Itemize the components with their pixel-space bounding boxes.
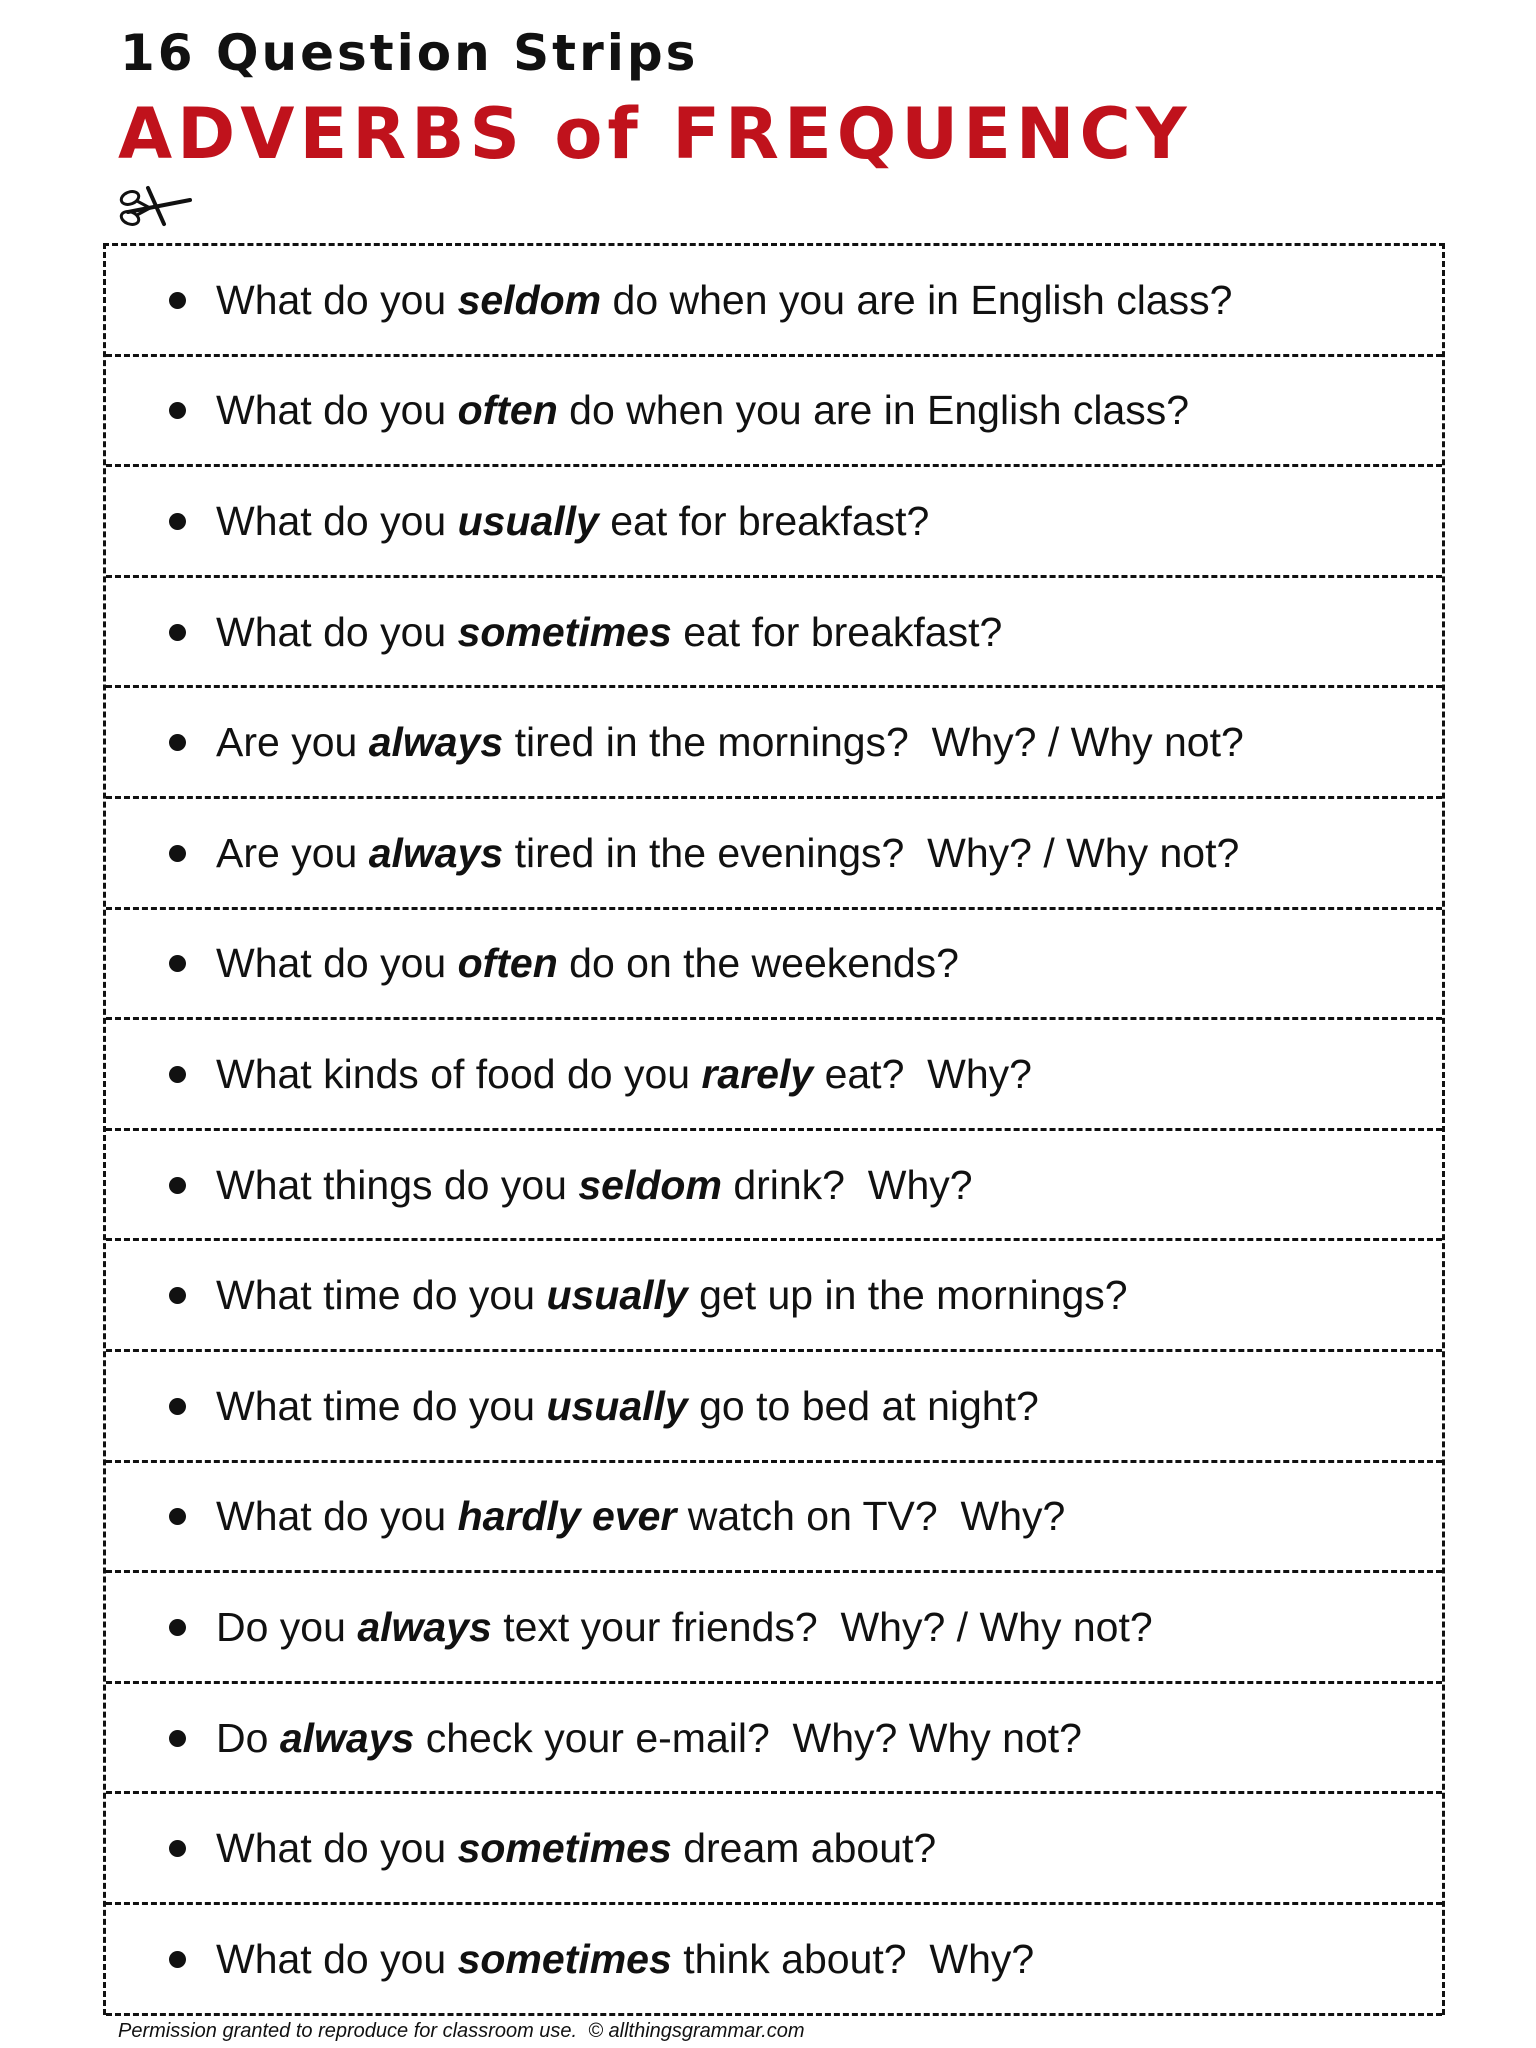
question-strip [106, 910, 1442, 1021]
question-lead: What time do you [216, 1382, 547, 1429]
bullet-icon [169, 292, 186, 309]
bullet-icon [169, 1066, 186, 1083]
question-strip [106, 688, 1442, 799]
copyright-footer: Permission granted to reproduce for classroom use. © allthingsgrammar.com [118, 2020, 805, 2042]
question-rest: eat for breakfast? [671, 608, 1003, 655]
bullet-icon [169, 1177, 186, 1194]
question-lead: What do you [216, 940, 458, 987]
question-strip [106, 1794, 1442, 1905]
frequency-adverb: always [357, 1603, 492, 1650]
question-rest: eat? Why? [813, 1050, 1032, 1097]
question-text [216, 1713, 1082, 1763]
question-strip [106, 1131, 1442, 1242]
question-lead: What do you [216, 1935, 458, 1982]
frequency-adverb: sometimes [457, 608, 672, 655]
question-rest: dream about? [671, 1825, 937, 1872]
question-rest: go to bed at night? [687, 1382, 1039, 1429]
question-lead: What do you [216, 1493, 458, 1540]
frequency-adverb: often [457, 387, 558, 434]
question-text [216, 1381, 1039, 1431]
bullet-icon [169, 1287, 186, 1304]
question-rest: do on the weekends? [557, 940, 959, 987]
question-strip [106, 1241, 1442, 1352]
question-text [216, 828, 1239, 878]
question-strip [106, 1352, 1442, 1463]
frequency-adverb: usually [457, 497, 599, 544]
question-text [216, 1491, 1065, 1541]
question-text [216, 717, 1244, 767]
question-text [216, 1823, 936, 1873]
question-strip [106, 467, 1442, 578]
question-strip [106, 1020, 1442, 1131]
question-text [216, 1602, 1153, 1652]
bullet-icon [169, 402, 186, 419]
question-text [216, 385, 1189, 435]
question-strip [106, 357, 1442, 468]
question-lead: Do you [216, 1603, 358, 1650]
frequency-adverb: often [457, 940, 558, 987]
bullet-icon [169, 1730, 186, 1747]
frequency-adverb: always [279, 1714, 415, 1761]
question-strips-list [103, 243, 1445, 2015]
bullet-icon [169, 1398, 186, 1415]
scissors-icon [118, 184, 194, 228]
question-text [216, 1270, 1128, 1320]
question-lead: What do you [216, 1825, 458, 1872]
bullet-icon [169, 1951, 186, 1968]
question-lead: What time do you [216, 1272, 547, 1319]
question-rest: think about? Why? [671, 1935, 1035, 1982]
question-rest: do when you are in English class? [557, 387, 1190, 434]
question-lead: Are you [216, 829, 369, 876]
question-strip [106, 1905, 1442, 2016]
question-rest: drink? Why? [721, 1161, 973, 1208]
frequency-adverb: usually [546, 1272, 688, 1319]
question-lead: Do [216, 1714, 280, 1761]
page-subtitle: 16 Question Strips [120, 24, 699, 82]
question-text [216, 496, 929, 546]
frequency-adverb: always [368, 719, 504, 766]
bullet-icon [169, 1840, 186, 1857]
bullet-icon [169, 1508, 186, 1525]
question-text [216, 1160, 973, 1210]
question-lead: Are you [216, 719, 369, 766]
question-lead: What do you [216, 497, 458, 544]
question-rest: tired in the mornings? Why? / Why not? [503, 719, 1244, 766]
question-rest: tired in the evenings? Why? / Why not? [503, 829, 1240, 876]
question-lead: What do you [216, 276, 458, 323]
question-lead: What do you [216, 608, 458, 655]
question-text [216, 275, 1232, 325]
frequency-adverb: sometimes [457, 1825, 672, 1872]
question-lead: What things do you [216, 1161, 579, 1208]
bullet-icon [169, 513, 186, 530]
frequency-adverb: sometimes [457, 1935, 672, 1982]
question-text [216, 938, 959, 988]
bullet-icon [169, 955, 186, 972]
question-rest: eat for breakfast? [598, 497, 930, 544]
question-text [216, 1934, 1034, 1984]
question-rest: watch on TV? Why? [676, 1493, 1066, 1540]
question-rest: text your friends? Why? / Why not? [491, 1603, 1153, 1650]
question-strip [106, 246, 1442, 357]
question-text [216, 1049, 1032, 1099]
bullet-icon [169, 624, 186, 641]
frequency-adverb: usually [546, 1382, 688, 1429]
frequency-adverb: seldom [578, 1161, 722, 1208]
frequency-adverb: rarely [701, 1050, 814, 1097]
question-rest: get up in the mornings? [687, 1272, 1128, 1319]
question-rest: check your e-mail? Why? Why not? [414, 1714, 1082, 1761]
question-lead: What do you [216, 387, 458, 434]
question-strip [106, 799, 1442, 910]
question-strip [106, 1463, 1442, 1574]
frequency-adverb: hardly ever [457, 1493, 677, 1540]
question-strip [106, 578, 1442, 689]
bullet-icon [169, 734, 186, 751]
page-title: ADVERBS of FREQUENCY [118, 93, 1192, 175]
bullet-icon [169, 845, 186, 862]
bullet-icon [169, 1619, 186, 1636]
question-text [216, 607, 1002, 657]
question-strip [106, 1684, 1442, 1795]
frequency-adverb: seldom [457, 276, 602, 323]
question-lead: What kinds of food do you [216, 1050, 702, 1097]
frequency-adverb: always [368, 829, 504, 876]
question-rest: do when you are in English class? [601, 276, 1233, 323]
question-strip [106, 1573, 1442, 1684]
